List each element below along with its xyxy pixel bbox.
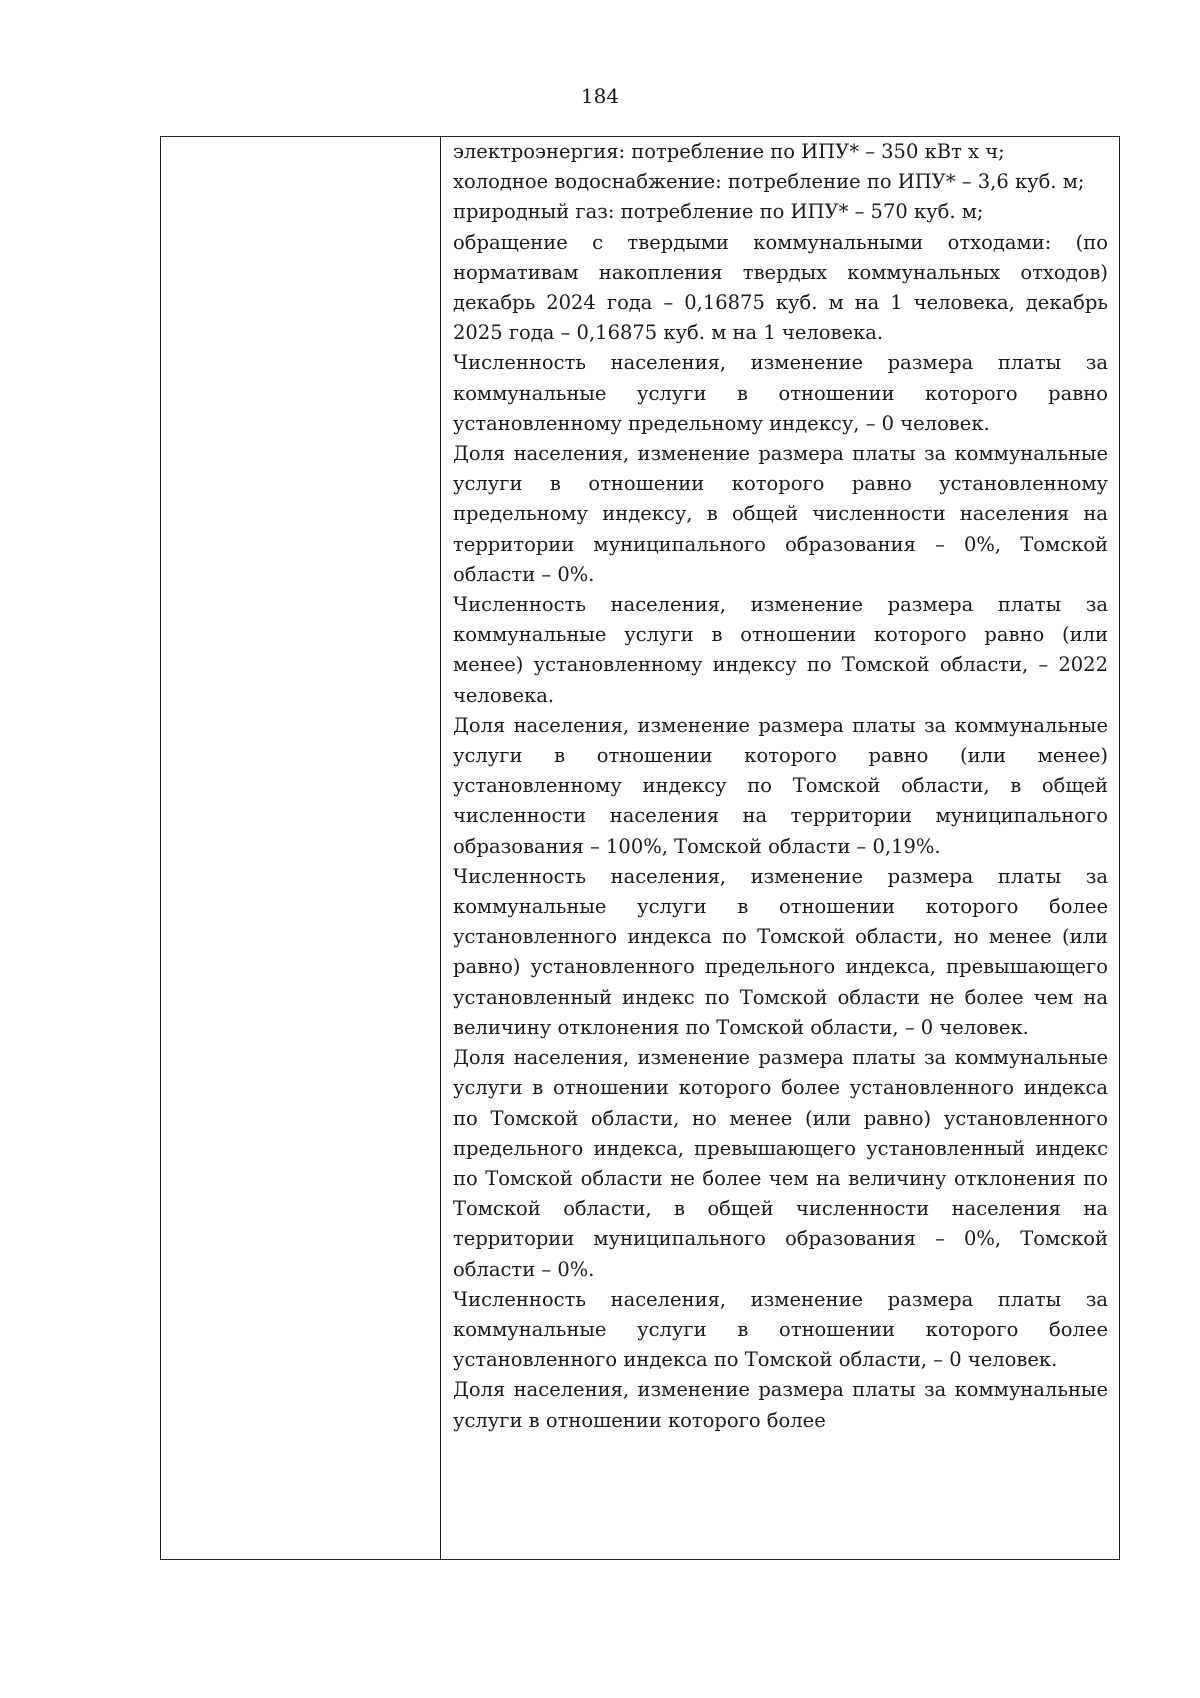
paragraph-population-equal-limit: Численность населения, изменение размера платы за коммунальные услуги в отношении которого равно установленному предельному индексу, – 0 человек.: [453, 351, 1108, 435]
paragraph-population-above-index-within-deviation: Численность населения, изменение размера платы за коммунальные услуги в отношении которого более установленного индекса по Томской области, но менее (или равно) установленного предельного индекса, превышающего установленный индекс по Томской области не более чем на величину отклонения по Томской области, – 0 человек.: [453, 864, 1108, 1039]
paragraph-electricity: электроэнергия: потребление по ИПУ* – 350 кВт х ч;: [453, 140, 1005, 163]
paragraph-share-equal-limit: Доля населения, изменение размера платы за коммунальные услуги в отношении которого равно установленному предельному индексу, в общей численности населения на территории муниципального образования – 0%, Томской области – 0%.: [453, 442, 1108, 586]
paragraph-share-above-index-within-deviation: Доля населения, изменение размера платы за коммунальные услуги в отношении которого более установленного индекса по Томской области, но менее (или равно) установленного предельного индекса, превышающего установленный индекс по Томской области не более чем на величину отклонения по Томской области, в общей численности населения на территории муниципального образования – 0%, Томской области – 0%.: [453, 1046, 1108, 1281]
page-number: 184: [580, 84, 620, 108]
paragraph-solid-waste: обращение с твердыми коммунальными отходами: (по нормативам накопления твердых коммунальных отходов) декабрь 2024 года – 0,16875 куб. м на 1 человека, декабрь 2025 года – 0,16875 куб. м на 1 человека.: [453, 230, 1108, 345]
table-left-cell: [161, 137, 441, 1559]
paragraph-cold-water: холодное водоснабжение: потребление по ИПУ* – 3,6 куб. м;: [453, 170, 1085, 194]
paragraph-population-equal-or-less-index: Численность населения, изменение размера платы за коммунальные услуги в отношении которого равно (или менее) установленному индексу по Томской области, – 2022 человека.: [453, 593, 1108, 707]
paragraph-natural-gas: природный газ: потребление по ИПУ* – 570 куб. м;: [453, 200, 984, 224]
paragraph-share-above-index: Доля населения, изменение размера платы за коммунальные услуги в отношении которого более: [453, 1378, 1108, 1432]
table-right-cell: [441, 137, 1119, 1559]
paragraph-share-equal-or-less-index: Доля населения, изменение размера платы за коммунальные услуги в отношении которого равно (или менее) установленному индексу по Томской области, в общей численности населения на территории муниципального образования – 100%, Томской области – 0,19%.: [453, 713, 1108, 858]
document-table: [160, 136, 1120, 1560]
paragraph-population-above-index: Численность населения, изменение размера платы за коммунальные услуги в отношении которого более установленного индекса по Томской области, – 0 человек.: [453, 1287, 1108, 1372]
